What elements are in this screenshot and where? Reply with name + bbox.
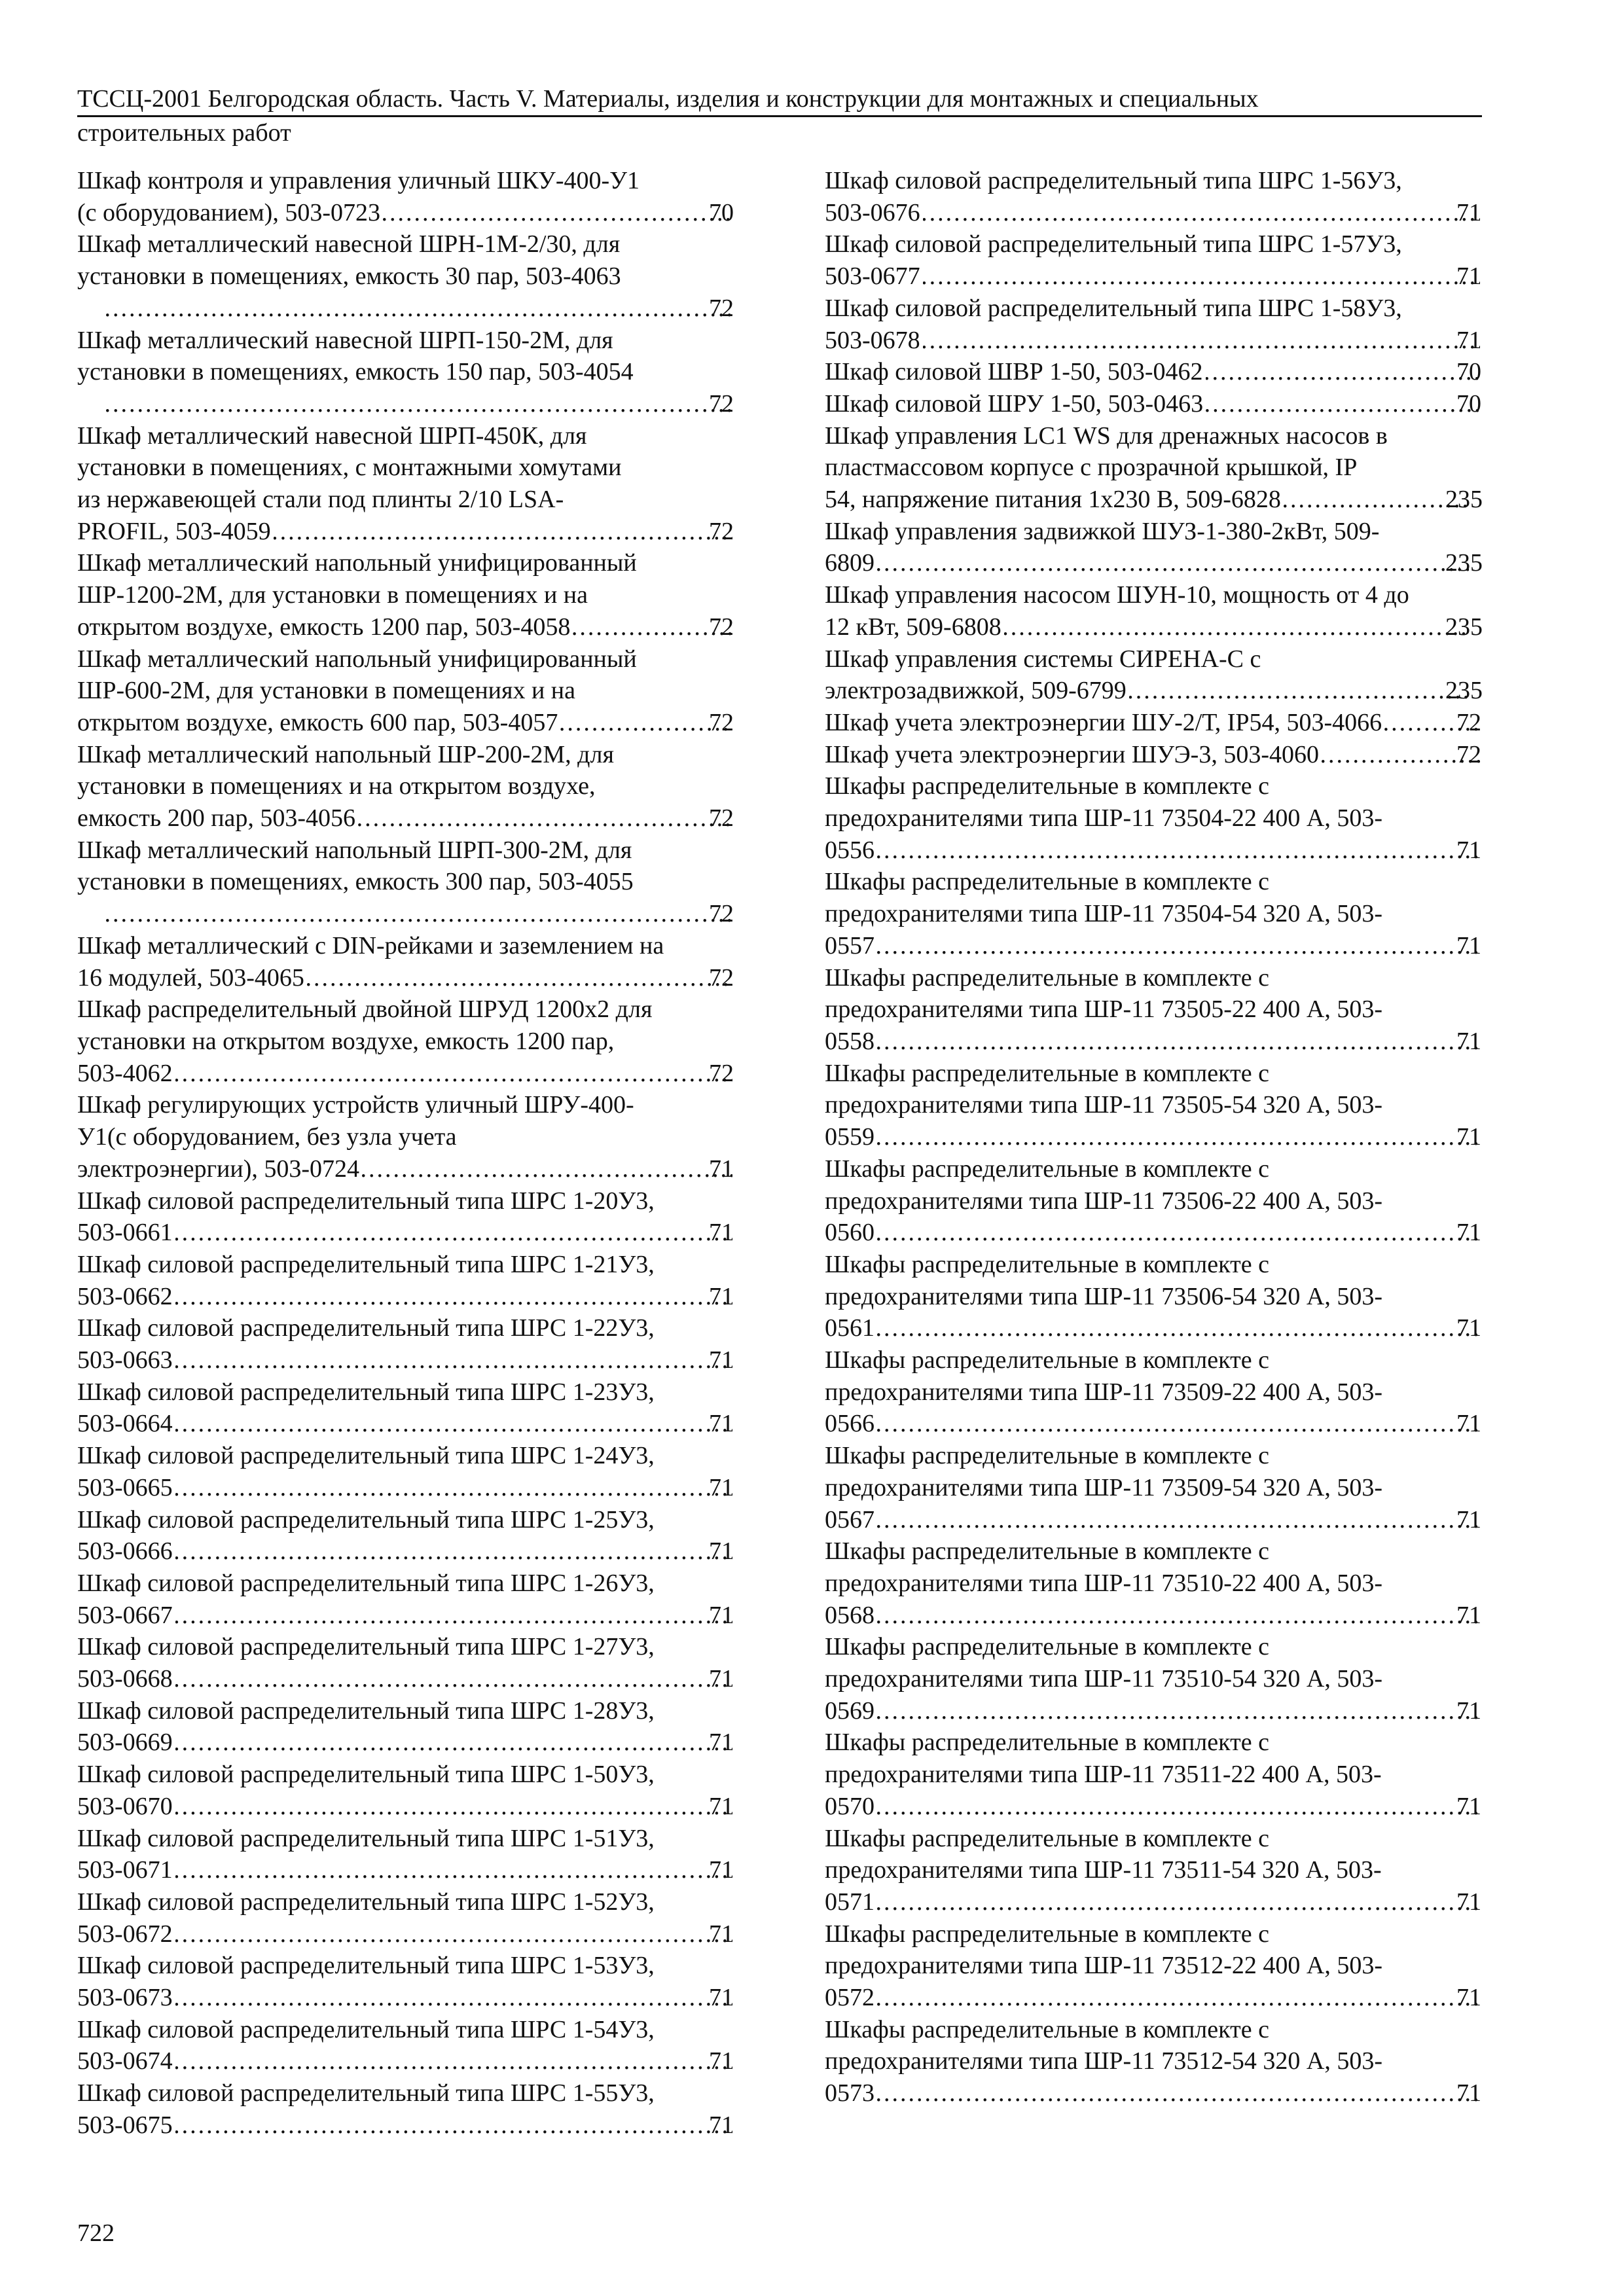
index-entry-text-line: Шкаф металлический навесной ШРН-1М-2/30, для <box>77 230 621 259</box>
dot-leader <box>923 197 1480 229</box>
index-entry <box>77 547 735 643</box>
index-entry-text-line: Шкаф контроля и управления уличный ШКУ-400-У1 <box>77 167 640 194</box>
index-entry <box>77 1089 735 1185</box>
index-entry-tail-text: 503-0666 <box>77 1537 173 1566</box>
dot-leader <box>877 1982 1480 2014</box>
dot-leader <box>106 388 732 420</box>
index-entry-last-line: 503-0666 ..... 71 <box>103 1535 735 1568</box>
index-entry <box>77 994 735 1089</box>
index-entry-tail-text: 0567 <box>825 1505 875 1534</box>
index-entry-text-line: Шкаф силовой распределительный типа ШРС 1-28У3, <box>77 1696 655 1725</box>
index-entry <box>77 1823 735 1886</box>
dot-leader <box>923 260 1480 293</box>
index-entry-tail-text: 0559 <box>825 1123 875 1151</box>
index-entry-text-line: предохранителями типа ШР-11 73511-22 400 А, 503- <box>825 1761 1382 1789</box>
index-entry-text-line: установки в помещениях, емкость 300 пар, 503-4055 <box>77 868 634 896</box>
index-entry-last-line: 16 модулей, 503-4065 ..... 72 <box>103 962 735 994</box>
index-entry-text-line: Шкаф силовой распределительный типа ШРС 1-51У3, <box>77 1824 655 1852</box>
index-entry-last-line: 503-0673 ..... 71 <box>103 1982 735 2014</box>
index-entry-text-line: предохранителями типа ШР-11 73512-54 320 А, 503- <box>825 2047 1383 2075</box>
index-entry-tail-text: 503-4062 <box>77 1059 173 1087</box>
index-entry <box>825 866 1483 961</box>
dot-leader <box>560 707 732 739</box>
dot-leader <box>877 1312 1480 1344</box>
index-entry-tail-text: 0566 <box>825 1410 875 1438</box>
dot-leader <box>307 962 732 994</box>
index-entry-last-line: 503-0662 ..... 71 <box>103 1281 735 1313</box>
index-entry-last-line: 503-0670 ..... 71 <box>103 1791 735 1823</box>
index-entry-text-line: Шкаф силовой распределительный типа ШРС 1-58У3, <box>825 294 1402 322</box>
index-entry <box>825 388 1483 420</box>
index-entry-text-line: предохранителями типа ШР-11 73509-22 400 А, 503- <box>825 1378 1383 1406</box>
dot-leader <box>877 1217 1480 1249</box>
index-entry-tail-text: электроэнергии), 503-0724 <box>77 1155 360 1183</box>
index-entry-text-line: Шкаф металлический напольный ШРП-300-2М, для <box>77 836 632 864</box>
index-entry-text-line: Шкаф силовой распределительный типа ШРС 1-22У3, <box>77 1314 655 1342</box>
dot-leader <box>877 930 1480 962</box>
index-entry-text-line: Шкаф силовой распределительный типа ШРС 1-24У3, <box>77 1442 655 1470</box>
index-entry-last-line: ..... 72 <box>103 293 735 325</box>
dot-leader <box>175 1854 732 1886</box>
index-entry-text-line: Шкаф металлический навесной ШРП-150-2М, для <box>77 326 613 354</box>
index-entry-last-line: 0567 ..... 71 <box>851 1504 1483 1536</box>
index-entry-tail-text: 503-0667 <box>77 1601 173 1629</box>
dot-leader <box>175 1727 732 1759</box>
index-entry-tail-text: 54, напряжение питания 1х230 В, 509-6828 <box>825 486 1281 514</box>
dot-leader <box>877 547 1469 579</box>
index-entry-tail-text: 503-0678 <box>825 326 920 354</box>
index-entry-text-line: предохранителями типа ШР-11 73506-54 320 А, 503- <box>825 1282 1383 1310</box>
index-entry-last-line: 0572 ..... 71 <box>851 1982 1483 2014</box>
index-entry <box>825 1440 1483 1535</box>
index-entry-text-line: Шкаф управления насосом ШУН-10, мощность от 4 до <box>825 581 1409 609</box>
dot-leader <box>175 1535 732 1568</box>
dot-leader <box>175 1600 732 1632</box>
dot-leader <box>877 1121 1480 1153</box>
index-entry-last-line: 0571 ..... 71 <box>851 1886 1483 1918</box>
index-entry-last-line: 0557 ..... 71 <box>851 930 1483 962</box>
index-entry-text-line: Шкаф силовой распределительный типа ШРС 1-21У3, <box>77 1250 655 1278</box>
index-entry-text-line: Шкаф силовой распределительный типа ШРС 1-57У3, <box>825 230 1402 259</box>
index-entry <box>825 516 1483 579</box>
dot-leader <box>175 1058 732 1090</box>
index-entry-tail-text: 503-0675 <box>77 2111 173 2139</box>
dot-leader <box>358 802 732 834</box>
dot-leader <box>362 1153 732 1185</box>
index-entry-last-line: Шкаф учета электроэнергии ШУ-2/Т, IP54, 503-4066 ..... 72 <box>851 707 1483 739</box>
index-entry-last-line: 503-0664 ..... 71 <box>103 1408 735 1440</box>
index-entry-tail-text: Шкаф учета электроэнергии ШУЭ-3, 503-4060 <box>825 740 1319 768</box>
index-entry-tail-text: PROFIL, 503-4059 <box>77 517 271 545</box>
index-entry-tail-text: 0573 <box>825 2079 875 2108</box>
index-entry-page-ref: 235 <box>1445 613 1483 641</box>
index-entry-text-line: Шкаф управления задвижкой ШУЗ-1-380-2кВт, 509- <box>825 517 1380 545</box>
index-entry-tail-text: 503-0672 <box>77 1920 173 1948</box>
index-entry-tail-text: 0560 <box>825 1219 875 1247</box>
index-entry-tail-text: 0569 <box>825 1696 875 1725</box>
index-entry-tail-text: 0556 <box>825 836 875 864</box>
index-entry-text-line: Шкаф силовой распределительный типа ШРС 1-25У3, <box>77 1505 655 1534</box>
index-entry-tail-text: 503-0674 <box>77 2047 173 2075</box>
index-entry-tail-text: 12 кВт, 509-6808 <box>825 613 1001 641</box>
index-entry-tail-text: 503-0664 <box>77 1410 173 1438</box>
index-entry-last-line: 0556 ..... 71 <box>851 834 1483 867</box>
dot-leader <box>175 1791 732 1823</box>
index-entry-text-line: пластмассовом корпусе с прозрачной крышкой, IP <box>825 454 1358 482</box>
index-entry-last-line: 0566 ..... 71 <box>851 1408 1483 1440</box>
index-entry-text-line: Шкаф силовой распределительный типа ШРС 1-53У3, <box>77 1952 655 1980</box>
index-entry-tail-text: открытом воздухе, емкость 1200 пар, 503-4058 <box>77 613 571 641</box>
index-entry-text-line: предохранителями типа ШР-11 73506-22 400 А, 503- <box>825 1187 1383 1215</box>
header-title-line-2: строительных работ <box>77 119 291 147</box>
index-entry-last-line: 503-0667 ..... 71 <box>103 1600 735 1632</box>
index-entry <box>825 962 1483 1058</box>
index-entry <box>77 1568 735 1631</box>
index-entry-last-line: 503-0677 ..... 71 <box>851 260 1483 293</box>
index-entry-text-line: Шкафы распределительные в комплекте с <box>825 1059 1269 1087</box>
index-entry-text-line: установки на открытом воздухе, емкость 1200 пар, <box>77 1027 615 1055</box>
index-entry <box>77 420 735 548</box>
index-entry-tail-text: 503-0668 <box>77 1665 173 1693</box>
index-entry-text-line: Шкаф силовой распределительный типа ШРС 1-26У3, <box>77 1569 655 1597</box>
index-entry <box>825 1631 1483 1727</box>
index-entry-last-line: открытом воздухе, емкость 600 пар, 503-4057 ..... 72 <box>103 707 735 739</box>
index-entry-last-line: 0558 ..... 71 <box>851 1026 1483 1058</box>
index-entry <box>825 643 1483 707</box>
index-entry-text-line: предохранителями типа ШР-11 73512-22 400 А, 503- <box>825 1952 1383 1980</box>
index-entry <box>77 1759 735 1822</box>
dot-leader <box>175 1281 732 1313</box>
index-entry-text-line: Шкафы распределительные в комплекте с <box>825 1442 1269 1470</box>
index-entry-last-line: Шкаф силовой ШРУ 1-50, 503-0463 ..... 70 <box>851 388 1483 420</box>
index-entry <box>77 2014 735 2077</box>
index-entry-last-line: 503-0675 ..... 71 <box>103 2109 735 2142</box>
index-entry-text-line: Шкаф металлический с DIN-рейками и заземлением на <box>77 931 664 960</box>
index-entry-last-line: емкость 200 пар, 503-4056 ..... 72 <box>103 802 735 834</box>
index-entry <box>825 228 1483 292</box>
index-entry-last-line: 503-0661 ..... 71 <box>103 1217 735 1249</box>
index-entry-text-line: Шкаф металлический навесной ШРП-450К, для <box>77 422 587 450</box>
dot-leader <box>1284 484 1469 516</box>
index-entry-page-ref: 235 <box>1445 677 1483 705</box>
index-entry <box>825 1249 1483 1344</box>
dot-leader <box>1206 388 1480 420</box>
index-entry-text-line: Шкаф металлический напольный ШР-200-2М, для <box>77 740 614 768</box>
index-entry <box>825 1153 1483 1249</box>
index-entry-last-line: ..... 72 <box>103 388 735 420</box>
index-entry-last-line: 0570 ..... 71 <box>851 1791 1483 1823</box>
dot-leader <box>175 1982 732 2014</box>
index-entry-text-line: Шкафы распределительные в комплекте с <box>825 1155 1269 1183</box>
index-entry-text-line: Шкаф силовой распределительный типа ШРС 1-56У3, <box>825 167 1402 194</box>
index-entry-text-line: установки в помещениях и на открытом воздухе, <box>77 772 596 800</box>
index-entry <box>825 420 1483 516</box>
index-entry-tail-text: 503-0663 <box>77 1346 173 1374</box>
index-entry-text-line: ШР-600-2М, для установки в помещениях и на <box>77 677 576 705</box>
index-entry-last-line <box>825 675 1483 707</box>
index-entry <box>77 643 735 739</box>
index-entry-last-line: 503-0663 ..... 71 <box>103 1344 735 1376</box>
dot-leader <box>877 1695 1480 1727</box>
dot-leader <box>1129 675 1469 707</box>
index-entry-text-line: предохранителями типа ШР-11 73505-54 320 А, 503- <box>825 1091 1383 1119</box>
index-entry-text-line: Шкафы распределительные в комплекте с <box>825 963 1269 992</box>
index-entry-tail-text: 503-0670 <box>77 1792 173 1820</box>
index-entry-tail-text: Шкаф силовой ШВР 1-50, 503-0462 <box>825 358 1203 386</box>
index-entry <box>77 1376 735 1440</box>
index-entry-last-line: 503-0672 ..... 71 <box>103 1918 735 1950</box>
dot-leader <box>383 197 732 229</box>
index-entry <box>825 1727 1483 1822</box>
dot-leader <box>106 293 732 325</box>
index-entry-last-line: Шкаф силовой ШВР 1-50, 503-0462 ..... 70 <box>851 356 1483 388</box>
index-entry-last-line: 503-0676 ..... 71 <box>851 197 1483 229</box>
index-entry <box>77 165 735 228</box>
index-entry <box>825 707 1483 739</box>
index-entry <box>77 1886 735 1950</box>
dot-leader <box>877 1504 1480 1536</box>
index-entry-text-line: Шкаф металлический напольный унифицированный <box>77 645 637 673</box>
dot-leader <box>877 1026 1480 1058</box>
index-entry-tail-text: 503-0669 <box>77 1729 173 1757</box>
index-column-left <box>77 165 735 2142</box>
index-entry-text-line: Шкаф управления системы СИРЕНА-С с <box>825 645 1261 673</box>
header-title-line-1: ТССЦ-2001 Белгородская область. Часть V. Материалы, изделия и конструкции для монтажных и специальных <box>77 85 1259 113</box>
index-entry-tail-text: Шкаф учета электроэнергии ШУ-2/Т, IP54, 503-4066 <box>825 708 1382 736</box>
index-entry-tail-text: 0558 <box>825 1027 875 1055</box>
index-entry <box>77 834 735 930</box>
index-entry-text-line: предохранителями типа ШР-11 73510-54 320 А, 503- <box>825 1665 1383 1693</box>
index-entry-last-line: 503-0665 ..... 71 <box>103 1472 735 1504</box>
index-entry-tail-text: (с оборудованием), 503-0723 <box>77 198 380 226</box>
index-entry-last-line: 503-0671 ..... 71 <box>103 1854 735 1886</box>
index-entry-last-line: PROFIL, 503-4059 ..... 72 <box>103 516 735 548</box>
index-entry <box>77 2077 735 2141</box>
index-entry <box>77 228 735 324</box>
index-entry <box>77 1440 735 1503</box>
index-entry-text-line: Шкафы распределительные в комплекте с <box>825 1920 1269 1948</box>
index-entry-last-line <box>825 611 1483 643</box>
index-entry-text-line: Шкаф управления LC1 WS для дренажных насосов в <box>825 422 1388 450</box>
dot-leader <box>175 2109 732 2142</box>
index-entry <box>77 739 735 834</box>
index-entry-text-line: Шкаф силовой распределительный типа ШРС 1-23У3, <box>77 1378 655 1406</box>
index-entry-text-line: Шкафы распределительные в комплекте с <box>825 1824 1269 1852</box>
index-entry <box>825 1823 1483 1918</box>
index-entry <box>825 739 1483 771</box>
index-entry-last-line: 0569 ..... 71 <box>851 1695 1483 1727</box>
dot-leader <box>1004 611 1469 643</box>
index-entry-tail-text: Шкаф силовой ШРУ 1-50, 503-0463 <box>825 389 1204 418</box>
dot-leader <box>175 1472 732 1504</box>
index-entry-last-line: Шкаф учета электроэнергии ШУЭ-3, 503-4060 ..... 72 <box>851 739 1483 771</box>
dot-leader <box>175 1344 732 1376</box>
index-entry-last-line: ..... 72 <box>103 898 735 930</box>
index-entry-text-line: Шкаф распределительный двойной ШРУД 1200х2 для <box>77 996 653 1024</box>
index-entry-text-line: У1(с оборудованием, без узла учета <box>77 1123 457 1151</box>
index-entry-text-line: Шкаф силовой распределительный типа ШРС 1-55У3, <box>77 2079 655 2108</box>
index-entry-text-line: установки в помещениях, емкость 30 пар, 503-4063 <box>77 262 621 291</box>
dot-leader <box>274 516 732 548</box>
index-entry-last-line: 0559 ..... 71 <box>851 1121 1483 1153</box>
dot-leader <box>175 1663 732 1695</box>
index-entry <box>825 1058 1483 1153</box>
dot-leader <box>175 1408 732 1440</box>
index-entry <box>825 2014 1483 2109</box>
index-entry-tail-text: 0570 <box>825 1792 875 1820</box>
index-entry <box>77 1312 735 1376</box>
index-entry-text-line: Шкаф металлический напольный унифицированный <box>77 549 637 577</box>
index-entry-last-line: 503-0678 ..... 71 <box>851 325 1483 357</box>
index-entry-last-line: 503-0668 ..... 71 <box>103 1663 735 1695</box>
index-entry-tail-text: электрозадвижкой, 509-6799 <box>825 677 1127 705</box>
index-entry-tail-text: 6809 <box>825 549 875 577</box>
index-entry-last-line: 0561 ..... 71 <box>851 1312 1483 1344</box>
index-entry-text-line: предохранителями типа ШР-11 73504-22 400 А, 503- <box>825 804 1383 833</box>
dot-leader <box>877 2077 1480 2109</box>
index-entry-text-line: предохранителями типа ШР-11 73505-22 400 А, 503- <box>825 996 1383 1024</box>
running-header <box>77 82 1482 117</box>
index-entry-tail-text: 0561 <box>825 1314 875 1342</box>
index-entry-text-line: установки в помещениях, с монтажными хомутами <box>77 454 622 482</box>
index-entry-text-line: Шкаф силовой распределительный типа ШРС 1-20У3, <box>77 1187 655 1215</box>
index-entry-last-line: электроэнергии), 503-0724 ..... 71 <box>103 1153 735 1185</box>
index-entry-tail-text: 0568 <box>825 1601 875 1629</box>
index-entry-last-line: 0568 ..... 71 <box>851 1600 1483 1632</box>
index-entry-last-line <box>825 484 1483 516</box>
dot-leader <box>877 1791 1480 1823</box>
index-entry-text-line: установки в помещениях, емкость 150 пар, 503-4054 <box>77 358 634 386</box>
index-entry <box>825 1535 1483 1631</box>
dot-leader <box>877 1600 1480 1632</box>
index-entry <box>77 930 735 994</box>
index-entry <box>825 770 1483 866</box>
index-entry <box>77 1695 735 1759</box>
index-entry-text-line: Шкафы распределительные в комплекте с <box>825 1537 1269 1566</box>
index-entry-tail-text: емкость 200 пар, 503-4056 <box>77 804 356 833</box>
index-entry-text-line: из нержавеющей стали под плинты 2/10 LSA- <box>77 486 564 514</box>
index-entry-tail-text: 503-0665 <box>77 1473 173 1501</box>
index-entry <box>825 1344 1483 1440</box>
index-entry-tail-text: 503-0676 <box>825 198 920 226</box>
index-entry-text-line: Шкафы распределительные в комплекте с <box>825 868 1269 896</box>
index-entry <box>77 1249 735 1312</box>
index-entry-last-line: 0560 ..... 71 <box>851 1217 1483 1249</box>
index-entry <box>77 1504 735 1568</box>
dot-leader <box>877 834 1480 867</box>
index-entry-tail-text: 503-0661 <box>77 1219 173 1247</box>
index-entry-text-line: Шкаф силовой распределительный типа ШРС 1-50У3, <box>77 1761 655 1789</box>
index-entry-tail-text: 16 модулей, 503-4065 <box>77 963 304 992</box>
index-entry-last-line <box>825 547 1483 579</box>
index-entry-last-line: 0573 ..... 71 <box>851 2077 1483 2109</box>
index-entry-tail-text: открытом воздухе, емкость 600 пар, 503-4057 <box>77 708 558 736</box>
index-entry-text-line: Шкаф силовой распределительный типа ШРС 1-52У3, <box>77 1888 655 1916</box>
dot-leader <box>175 1918 732 1950</box>
index-entry-text-line: Шкафы распределительные в комплекте с <box>825 1729 1269 1757</box>
index-entry-last-line: 503-0669 ..... 71 <box>103 1727 735 1759</box>
dot-leader <box>877 1886 1480 1918</box>
index-entry <box>825 356 1483 388</box>
index-entry <box>77 1185 735 1249</box>
index-entry-text-line: ШР-1200-2М, для установки в помещениях и на <box>77 581 588 609</box>
index-entry-last-line: открытом воздухе, емкость 1200 пар, 503-4058 ..... 72 <box>103 611 735 643</box>
index-entry-tail-text: 0571 <box>825 1888 875 1916</box>
index-entry-tail-text: 503-0671 <box>77 1856 173 1884</box>
index-entry <box>825 579 1483 643</box>
dot-leader <box>877 1408 1480 1440</box>
index-entry <box>825 293 1483 356</box>
index-entry-last-line: (с оборудованием), 503-0723 ..... 70 <box>103 197 735 229</box>
index-entry-text-line: предохранителями типа ШР-11 73504-54 320 А, 503- <box>825 900 1383 928</box>
index-entry-text-line: Шкафы распределительные в комплекте с <box>825 772 1269 800</box>
index-entry-tail-text: 503-0677 <box>825 262 920 291</box>
index-entry <box>77 1950 735 2013</box>
page-number: 722 <box>77 2219 115 2247</box>
index-entry-text-line: предохранителями типа ШР-11 73511-54 320 А, 503- <box>825 1856 1382 1884</box>
index-entry-page-ref: 235 <box>1445 549 1483 577</box>
index-entry-text-line: Шкафы распределительные в комплекте с <box>825 1250 1269 1278</box>
index-entry-page-ref: 235 <box>1445 486 1483 514</box>
index-entry-text-line: Шкафы распределительные в комплекте с <box>825 1633 1269 1661</box>
index-entry-text-line: предохранителями типа ШР-11 73509-54 320 А, 503- <box>825 1473 1383 1501</box>
index-entry <box>825 165 1483 228</box>
index-entry-tail-text: 503-0662 <box>77 1282 173 1310</box>
index-entry-text-line: Шкаф регулирующих устройств уличный ШРУ-400- <box>77 1091 634 1119</box>
index-entry-last-line: 503-0674 ..... 71 <box>103 2045 735 2077</box>
dot-leader <box>175 2045 732 2077</box>
index-entry-tail-text: 0557 <box>825 931 875 960</box>
dot-leader <box>175 1217 732 1249</box>
dot-leader <box>106 898 732 930</box>
dot-leader <box>923 325 1480 357</box>
index-entry-text-line: Шкаф силовой распределительный типа ШРС 1-27У3, <box>77 1633 655 1661</box>
index-entry-tail-text: 503-0673 <box>77 1984 173 2012</box>
index-entry-text-line: Шкафы распределительные в комплекте с <box>825 2015 1269 2043</box>
index-entry <box>825 1918 1483 2014</box>
index-entry <box>77 1631 735 1695</box>
index-entry-tail-text: 0572 <box>825 1984 875 2012</box>
index-entry-text-line: Шкаф силовой распределительный типа ШРС 1-54У3, <box>77 2015 655 2043</box>
index-entry-last-line: 503-4062 ..... 72 <box>103 1058 735 1090</box>
index-entry <box>77 325 735 420</box>
index-entry-text-line: Шкафы распределительные в комплекте с <box>825 1346 1269 1374</box>
index-column-right <box>825 165 1483 2109</box>
dot-leader <box>1206 356 1480 388</box>
index-entry-text-line: предохранителями типа ШР-11 73510-22 400 А, 503- <box>825 1569 1383 1597</box>
